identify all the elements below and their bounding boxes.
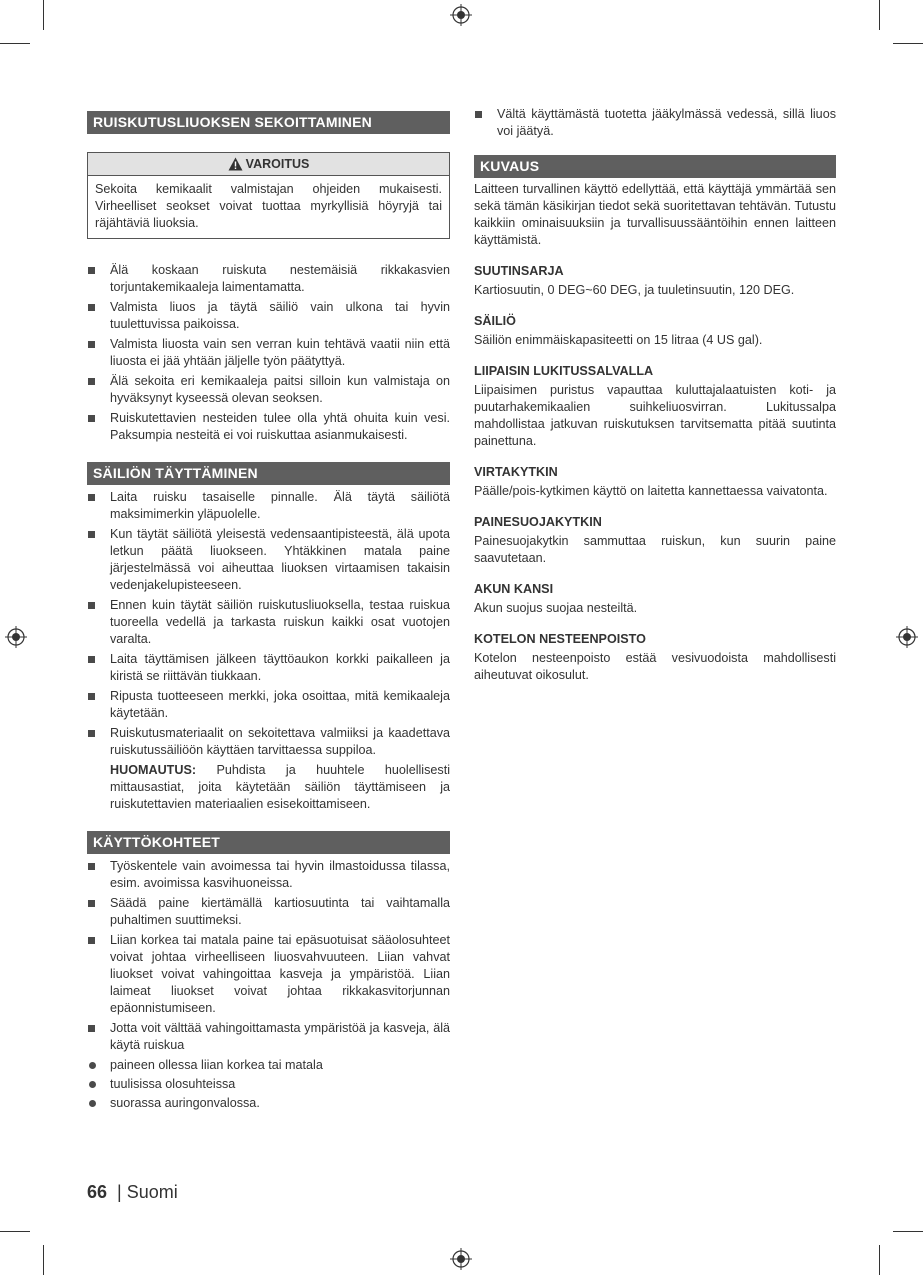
bullet-square-icon [88,415,95,422]
bullet-square-icon [88,341,95,348]
warning-triangle-icon [228,157,243,171]
note-label: HUOMAUTUS: [110,763,197,777]
bullet-dot-icon [89,1100,96,1107]
registration-mark-icon [450,4,472,26]
part-text: Päälle/pois-kytkimen käyttö on laitetta kannettaessa vaivatonta. [474,484,828,498]
section-heading-filling: SÄILIÖN TÄYTTÄMINEN [87,462,450,485]
warning-text: Sekoita kemikaalit valmistajan ohjeiden mukaisesti. Virheelliset seokset voivat tuottaa myrkyllisiä höyryjä tai räjähtäviä liuoksia. [95,182,442,230]
list-item: Ruiskutettavien nesteiden tulee olla yhtä ohuita kuin vesi. Paksumpia nesteitä ei voi ruiskuttaa asianmukaisesti. [87,410,450,444]
part-title: LIIPAISIN LUKITUSSALVALLA [474,364,654,378]
bullet-square-icon [88,267,95,274]
crop-mark [43,1245,44,1275]
page-footer [87,1181,178,1203]
crop-mark [879,1245,880,1275]
sub-list-item: paineen ollessa liian korkea tai matala [87,1057,450,1074]
note-text: Puhdista ja huuhtele huolellisesti mittausastiat, joita käytetään säiliön täyttämiseen ja ruiskutettavien materiaalien esisekoittamiseen. [110,763,450,811]
bullet-square-icon [475,111,482,118]
bullet-dot-icon [89,1062,96,1069]
bullet-square-icon [88,304,95,311]
part-text: Säiliön enimmäiskapasiteetti on 15 litraa (4 US gal). [474,333,763,347]
bullet-square-icon [88,1025,95,1032]
crop-mark [0,43,30,44]
bullet-square-icon [88,494,95,501]
uses-list [87,858,450,1112]
part-title: VIRTAKYTKIN [474,465,558,479]
mixing-list [87,262,450,444]
list-item: Liian korkea tai matala paine tai epäsuotuisat sääolosuhteet voivat johtaa virheelliseen liuosvahvuuteen. Liian vahvat liuokset voivat vahingoittaa kasveja ja ympäristöä. Liian laimeat liuokset voivat johtaa rikkakasvitorjunnan epäonnistumiseen. [87,932,450,1017]
left-column [87,111,450,1115]
sub-list-item: suorassa auringonvalossa. [87,1095,450,1112]
part-block [474,313,836,349]
crop-mark [0,1231,30,1232]
bullet-square-icon [88,693,95,700]
part-block [474,581,836,617]
bullet-square-icon [88,863,95,870]
bullet-square-icon [88,730,95,737]
list-item: Jotta voit välttää vahingoittamasta ympäristöä ja kasveja, älä käytä ruiskua paineen ollessa liian korkea tai matala tuulisissa olosuhteissa suorassa auringonvalossa. [87,1020,450,1112]
crop-mark [879,0,880,30]
section-heading-description: KUVAUS [474,155,836,178]
right-column [474,106,836,684]
list-item: Ennen kuin täytät säiliön ruiskutusliuoksella, testaa ruiskua tuoreella vedellä ja tarkasta ruiskun kaikki osat vuotojen varalta. [87,597,450,648]
part-title: SUUTINSARJA [474,264,564,278]
part-text: Kotelon nesteenpoisto estää vesivuodoista mahdollisesti aiheutuvat oikosulut. [474,651,836,682]
part-text: Liipaisimen puristus vapauttaa kuluttajalaatuisten koti- ja puutarhakemikaalien suihkeliuosvirran. Lukitussalpa mahdollistaa jatkuvan ruiskutuksen tarvitsematta pitää suutinta painettuna. [474,383,836,448]
description-intro: Laitteen turvallinen käyttö edellyttää, että käyttäjä ymmärtää sen sekä tämän käsikirjan tiedot sekä suoritettavan tehtävän. Tutustu kaikkiin ominaisuuksiin ja turvallisuussääntöihin ennen laitteen käyttämistä. [474,182,836,247]
list-item: Valmista liuos ja täytä säiliö vain ulkona tai hyvin tuulettuvissa paikoissa. [87,299,450,333]
list-item: Laita ruisku tasaiselle pinnalle. Älä täytä säiliötä maksimimerkin yläpuolelle. [87,489,450,523]
part-title: SÄILIÖ [474,314,516,328]
bullet-square-icon [88,656,95,663]
filling-list [87,489,450,759]
list-item: Ripusta tuotteeseen merkki, joka osoittaa, mitä kemikaaleja käytetään. [87,688,450,722]
part-text: Kartiosuutin, 0 DEG~60 DEG, ja tuuletinsuutin, 120 DEG. [474,283,795,297]
crop-mark [893,1231,923,1232]
part-block [474,263,836,299]
part-title: KOTELON NESTEENPOISTO [474,632,646,646]
bullet-square-icon [88,378,95,385]
top-list [474,106,836,140]
note-paragraph [87,762,450,813]
part-block [474,514,836,567]
list-item: Ruiskutusmateriaalit on sekoitettava valmiiksi ja kaadettava ruiskutussäiliöön käyttäen tarvittaessa suppiloa. [87,725,450,759]
part-block [474,464,836,500]
crop-mark [893,43,923,44]
list-item: Laita täyttämisen jälkeen täyttöaukon korkki paikalleen ja kiristä se riittävän tiukkaan. [87,651,450,685]
part-block [474,631,836,684]
page-number: 66 [87,1182,108,1202]
part-text: Akun suojus suojaa nesteiltä. [474,601,638,615]
sub-list-item: tuulisissa olosuhteissa [87,1076,450,1093]
part-block [474,363,836,450]
list-item: Kun täytät säiliötä yleisestä vedensaantipisteestä, älä upota letkun päätä liuokseen. Yhtäkkinen matala paine järjestelmässä voi aiheuttaa liuoksen virtaamisen takaisin vedenjakelupisteeseen. [87,526,450,594]
bullet-square-icon [88,531,95,538]
section-heading-uses: KÄYTTÖKOHTEET [87,831,450,854]
registration-mark-icon [896,626,918,648]
list-item: Säädä paine kiertämällä kartiosuutinta tai vaihtamalla puhaltimen suuttimeksi. [87,895,450,929]
warning-header [88,153,449,176]
list-item: Älä sekoita eri kemikaaleja paitsi silloin kun valmistaja on hyväksynyt kyseessä olevan seoksen. [87,373,450,407]
bullet-square-icon [88,602,95,609]
bullet-square-icon [88,900,95,907]
list-item: Vältä käyttämästä tuotetta jääkylmässä vedessä, sillä liuos voi jäätyä. [474,106,836,140]
bullet-square-icon [88,937,95,944]
part-title: AKUN KANSI [474,582,554,596]
part-text: Painesuojakytkin sammuttaa ruiskun, kun suurin paine saavutetaan. [474,534,836,565]
crop-mark [43,0,44,30]
section-heading-mixing: RUISKUTUSLIUOKSEN SEKOITTAMINEN [87,111,450,134]
warning-label: VAROITUS [245,157,310,171]
list-item: Työskentele vain avoimessa tai hyvin ilmastoidussa tilassa, esim. avoimissa kasvihuoneissa. [87,858,450,892]
list-item: Valmista liuosta vain sen verran kuin tehtävä vaatii niin että liuosta ei jää yhtään jäljelle työn päätyttyä. [87,336,450,370]
registration-mark-icon [5,626,27,648]
warning-box [87,152,450,239]
bullet-dot-icon [89,1081,96,1088]
sub-list [87,1057,450,1112]
list-item: Älä koskaan ruiskuta nestemäisiä rikkakasvien torjuntakemikaaleja laimentamatta. [87,262,450,296]
registration-mark-icon [450,1248,472,1270]
part-title: PAINESUOJAKYTKIN [474,515,602,529]
language-label: | Suomi [117,1182,178,1202]
